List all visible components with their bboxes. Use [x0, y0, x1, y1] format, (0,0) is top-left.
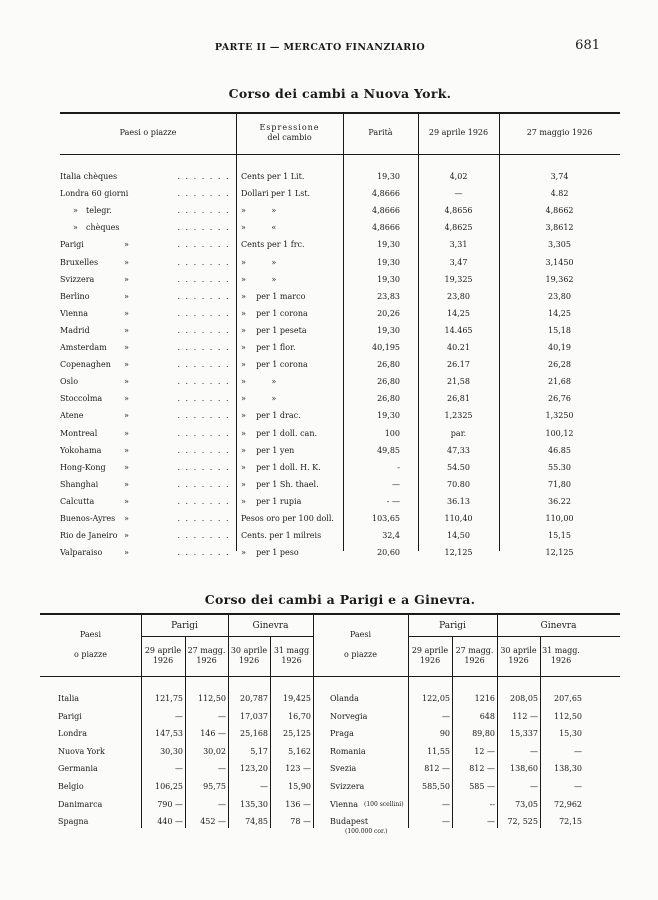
row-parita: 4,8666 — [372, 223, 400, 233]
row-expression: Pesos oro per 100 doll. — [241, 514, 334, 523]
row-expression: » » — [241, 274, 277, 284]
left-row-parigi-mag: 146 — — [200, 729, 226, 739]
left-row-place: Belgio — [58, 782, 84, 791]
row-place: » — [73, 206, 78, 216]
right-row-ginevra-mag: 138,30 — [554, 764, 582, 774]
row-27-maggio: 3,74 — [550, 172, 569, 181]
left-row-ginevra-apr: 17,037 — [240, 711, 268, 721]
row-leader-dots: . . . . . . . — [177, 308, 230, 318]
table1-col-divider-1 — [236, 113, 237, 551]
row-expression: » per 1 yen — [241, 445, 295, 455]
table2-header-rule — [40, 676, 620, 677]
right-row-place: Svizzera — [330, 782, 365, 791]
right-row-ginevra-mag: 72,962 — [554, 799, 582, 809]
row-place: Vienna — [60, 308, 89, 318]
row-place: Hong-Kong — [60, 462, 106, 472]
row-27-maggio: 71,80 — [548, 479, 571, 489]
table2-header-paesi-right: Paesi — [349, 630, 372, 639]
table1-header-parita: Parità — [368, 128, 393, 137]
row-27-maggio: 55.30 — [548, 462, 571, 472]
row-parita: 103,65 — [372, 514, 400, 523]
row-27-maggio: 1,3250 — [545, 411, 574, 421]
row-27-maggio: 4,8662 — [545, 206, 574, 216]
right-row-place: Norvegia — [330, 711, 368, 721]
date-line: 30 aprile — [230, 646, 268, 655]
row-leader-dots: . . . . . . . — [177, 274, 230, 284]
row-leader-dots: . . . . . . . — [177, 428, 230, 438]
row-leader-dots: . . . . . . . — [177, 223, 230, 233]
row-parita: 19,30 — [377, 274, 400, 284]
table2-date-2 — [185, 646, 228, 666]
row-expression: » per 1 rupia — [241, 496, 302, 506]
left-row-parigi-apr: 121,75 — [155, 694, 183, 703]
left-row-ginevra-apr: 135,30 — [240, 799, 268, 809]
row-place: Rio de Janeiro — [60, 531, 118, 541]
row-parita: 32,4 — [382, 531, 400, 541]
row-place: Amsterdam — [60, 343, 107, 352]
table1-header-29-aprile: 29 aprile 1926 — [428, 128, 489, 137]
right-row-parigi-apr: 122,05 — [422, 694, 450, 703]
row-parita: 19,30 — [377, 172, 400, 181]
right-row-ginevra-apr: 73,05 — [515, 799, 538, 809]
right-row-parigi-apr: — — [442, 711, 450, 721]
date-year: 1926 — [238, 656, 260, 665]
row-29-aprile: 26.17 — [447, 360, 470, 370]
table1-header-espressione: Espressione — [259, 123, 320, 132]
row-place: » — [73, 223, 78, 233]
right-row-parigi-apr: 11,55 — [427, 746, 450, 756]
row-leader-dots: . . . . . . . — [177, 291, 230, 301]
left-row-place: Parigi — [58, 711, 82, 721]
row-27-maggio: 12,125 — [545, 548, 574, 558]
table2-header-ginevra-right: Ginevra — [540, 621, 577, 631]
left-row-place: Spagna — [58, 817, 89, 827]
row-place: Shanghai — [60, 479, 99, 489]
row-place: Buenos-Ayres — [60, 514, 116, 523]
left-row-ginevra-mag: 5,162 — [288, 746, 311, 756]
row-expression: » per 1 peseta — [241, 325, 307, 335]
row-place-ditto: » — [124, 308, 129, 318]
row-expression: » « — [241, 223, 277, 233]
row-parita: 23,83 — [377, 291, 400, 301]
table2-header-paesi-left: Paesi — [79, 630, 102, 639]
row-expression: » » — [241, 206, 277, 216]
row-29-aprile: 1,2325 — [444, 411, 473, 421]
table2-header-ginevra-left: Ginevra — [252, 621, 289, 631]
right-row-ginevra-mag: 15,30 — [559, 729, 582, 739]
row-parita: 4,8666 — [372, 206, 400, 216]
table1-top-rule — [60, 112, 620, 114]
left-row-parigi-mag: — — [218, 799, 226, 809]
row-parita: - — [397, 462, 400, 472]
row-place-ditto: » — [124, 257, 129, 267]
row-expression: » per 1 corona — [241, 308, 308, 318]
row-place: Oslo — [60, 377, 79, 387]
date-line: 30 aprile — [500, 646, 537, 655]
row-27-maggio: 3,1450 — [545, 257, 574, 267]
row-29-aprile: 4,8656 — [444, 206, 473, 216]
row-place-ditto: » — [124, 360, 129, 370]
table2-date-1 — [141, 646, 185, 666]
row-29-aprile: 14.465 — [444, 325, 473, 335]
row-leader-dots: . . . . . . . — [177, 411, 230, 421]
right-row-note: (100.000 cor.) — [345, 828, 388, 836]
date-year: 1926 — [419, 656, 441, 665]
row-expression: » » — [241, 377, 277, 387]
left-row-ginevra-mag: 15,90 — [288, 782, 311, 791]
row-leader-dots: . . . . . . . — [177, 343, 230, 352]
right-row-place: Romania — [330, 746, 366, 756]
right-row-ginevra-mag: — — [574, 746, 582, 756]
table2-date-3 — [228, 646, 270, 666]
row-place-ditto: » — [124, 548, 129, 558]
row-27-maggio: 15,18 — [548, 325, 571, 335]
right-row-place: Budapest — [330, 817, 369, 827]
row-place-ditto: » — [124, 291, 129, 301]
row-place: Madrid — [60, 325, 90, 335]
row-leader-dots: . . . . . . . — [177, 257, 230, 267]
date-line: 27 magg. — [455, 646, 494, 655]
left-row-parigi-mag: — — [218, 711, 226, 721]
left-row-ginevra-mag: 78 — — [290, 817, 311, 827]
row-expression: » per 1 peso — [241, 548, 299, 558]
row-place: Stoccolma — [60, 394, 103, 404]
row-expression: » per 1 doll. can. — [241, 428, 318, 438]
row-29-aprile: 4,02 — [449, 172, 468, 181]
left-row-ginevra-mag: 19,425 — [283, 694, 311, 703]
row-place-ditto: » — [124, 240, 129, 250]
row-leader-dots: . . . . . . . — [177, 240, 230, 250]
row-place-ditto: » — [124, 377, 129, 387]
row-place: Berlino — [60, 291, 90, 301]
row-expression: Cents per 1 frc. — [241, 240, 305, 250]
left-row-ginevra-mag: 25,125 — [283, 729, 311, 739]
row-leader-dots: . . . . . . . — [177, 206, 230, 216]
row-place: Valparaiso — [60, 548, 103, 558]
row-place-ditto: » — [124, 411, 129, 421]
row-place: Yokohama — [60, 445, 102, 455]
right-row-parigi-apr: — — [442, 817, 450, 827]
table2-parigi-subrule-right — [408, 636, 620, 637]
right-row-parigi-mag: 89,80 — [472, 729, 495, 739]
table1-header-rule — [60, 154, 620, 155]
left-row-parigi-apr: — — [175, 711, 183, 721]
row-parita: 19,30 — [377, 325, 400, 335]
left-row-place: Germania — [58, 764, 98, 774]
row-27-maggio: 23,80 — [548, 291, 571, 301]
table2-header-piazze-left: o piazze — [74, 650, 107, 659]
table2-header-parigi-right: Parigi — [439, 621, 466, 631]
row-29-aprile: — — [454, 189, 463, 199]
row-place: Bruxelles — [60, 257, 99, 267]
row-29-aprile: 47,33 — [447, 445, 470, 455]
left-row-ginevra-apr: 20,787 — [240, 694, 268, 703]
right-row-ginevra-apr: — — [530, 782, 538, 791]
row-27-maggio: 3,305 — [548, 240, 571, 250]
row-place-sub: telegr. — [86, 206, 112, 216]
right-row-place: Vienna — [330, 799, 359, 809]
right-row-ginevra-mag: 72,15 — [559, 817, 582, 827]
right-row-ginevra-apr: — — [530, 746, 538, 756]
right-row-ginevra-apr: 15,337 — [510, 729, 538, 739]
row-expression: » per 1 drac. — [241, 411, 301, 421]
table2-date-5 — [408, 646, 452, 666]
left-row-parigi-apr: 790 — — [157, 799, 183, 809]
row-parita: 100 — [384, 428, 400, 438]
right-row-place: Svezia — [330, 764, 357, 774]
row-leader-dots: . . . . . . . — [177, 189, 230, 199]
row-29-aprile: 54.50 — [447, 462, 470, 472]
left-row-parigi-apr: 147,53 — [155, 729, 183, 739]
right-row-parigi-mag: 812 — — [469, 764, 495, 774]
row-leader-dots: . . . . . . . — [177, 462, 230, 472]
right-row-parigi-apr: 585,50 — [422, 782, 450, 791]
right-row-parigi-mag: — — [487, 817, 495, 827]
row-29-aprile: 14,50 — [447, 531, 470, 541]
table2-top-rule — [40, 613, 620, 615]
left-row-ginevra-mag: 123 — — [285, 764, 311, 774]
left-row-ginevra-apr: 5,17 — [250, 746, 268, 756]
row-29-aprile: 26,81 — [447, 394, 470, 404]
table1-header-paesi: Paesi o piazze — [119, 128, 177, 137]
row-place: Londra 60 giorni — [60, 189, 129, 199]
right-row-note: (100 scellini) — [364, 800, 404, 808]
left-row-place: Italia — [58, 694, 80, 703]
date-year: 1926 — [508, 656, 529, 665]
row-parita: — — [392, 479, 400, 489]
row-place-ditto: » — [124, 428, 129, 438]
row-leader-dots: . . . . . . . — [177, 531, 230, 541]
row-27-maggio: 110,00 — [545, 514, 574, 523]
row-expression: » per 1 corona — [241, 360, 308, 370]
left-row-parigi-mag: 30,02 — [203, 746, 226, 756]
row-parita: 20,60 — [377, 548, 400, 558]
row-place-ditto: » — [124, 514, 129, 523]
right-row-ginevra-apr: 72, 525 — [507, 817, 538, 827]
table2-date-7 — [497, 646, 540, 666]
right-row-place: Olanda — [330, 694, 359, 703]
date-line: 31 magg — [273, 646, 310, 655]
row-leader-dots: . . . . . . . — [177, 394, 230, 404]
row-29-aprile: 4,8625 — [444, 223, 473, 233]
left-row-ginevra-mag: 16,70 — [288, 711, 311, 721]
date-year: 1926 — [464, 656, 485, 665]
table2-date-6 — [452, 646, 497, 666]
row-29-aprile: 14,25 — [447, 308, 470, 318]
left-row-place: Londra — [58, 729, 87, 739]
right-row-ginevra-mag: 112,50 — [554, 711, 582, 721]
date-year: 1926 — [550, 656, 572, 665]
row-27-maggio: 3,8612 — [545, 223, 574, 233]
right-row-parigi-mag: -- — [489, 799, 495, 809]
row-27-maggio: 46.85 — [548, 445, 571, 455]
right-row-ginevra-apr: 138,60 — [510, 764, 538, 774]
row-parita: 49,85 — [377, 445, 400, 455]
right-row-parigi-mag: 1216 — [474, 694, 495, 703]
right-row-parigi-apr: 90 — [439, 729, 450, 739]
row-27-maggio: 100,12 — [545, 428, 574, 438]
row-place-ditto: » — [124, 496, 129, 506]
table2-title: Corso dei cambi a Parigi e a Ginevra. — [204, 592, 476, 607]
left-row-ginevra-mag: 136 — — [285, 799, 311, 809]
left-row-place: Nuova York — [58, 746, 105, 756]
row-29-aprile: par. — [450, 428, 467, 438]
right-row-place: Praga — [330, 729, 354, 739]
row-place-ditto: » — [124, 325, 129, 335]
row-expression: » per 1 doll. H. K. — [241, 462, 321, 472]
row-29-aprile: 40.21 — [447, 343, 470, 352]
row-expression: » per 1 flor. — [241, 343, 296, 352]
row-27-maggio: 21,68 — [548, 377, 571, 387]
table1-header-27-maggio: 27 maggio 1926 — [526, 128, 593, 137]
row-29-aprile: 21,58 — [447, 377, 470, 387]
row-place-ditto: » — [124, 394, 129, 404]
table2-header-parigi-left: Parigi — [171, 621, 198, 631]
row-place-ditto: » — [124, 531, 129, 541]
row-leader-dots: . . . . . . . — [177, 548, 230, 558]
table2-header-piazze-right: o piazze — [344, 650, 377, 659]
left-row-ginevra-apr: 123,20 — [240, 764, 268, 774]
date-line: 31 magg. — [542, 646, 580, 655]
row-place: Copenaghen — [60, 360, 111, 370]
row-parita: 26,80 — [377, 360, 400, 370]
row-leader-dots: . . . . . . . — [177, 172, 230, 181]
right-row-ginevra-mag: 207,65 — [554, 694, 582, 703]
row-place: Calcutta — [60, 496, 95, 506]
date-line: 27 magg. — [187, 646, 226, 655]
right-row-parigi-apr: — — [442, 799, 450, 809]
row-27-maggio: 26,28 — [548, 360, 571, 370]
row-29-aprile: 12,125 — [444, 548, 473, 558]
row-27-maggio: 26,76 — [548, 394, 571, 404]
table1-title: Corso dei cambi a Nuova York. — [228, 86, 452, 101]
row-expression: » » — [241, 257, 277, 267]
row-parita: 26,80 — [377, 394, 400, 404]
right-row-ginevra-mag: — — [574, 782, 582, 791]
row-parita: 19,30 — [377, 240, 400, 250]
row-expression: » » — [241, 394, 277, 404]
left-row-parigi-apr: 106,25 — [155, 782, 183, 791]
row-29-aprile: 36.13 — [447, 496, 470, 506]
left-row-ginevra-apr: 74,85 — [245, 817, 268, 827]
left-row-parigi-mag: — — [218, 764, 226, 774]
page-number: 681 — [575, 38, 600, 53]
row-place: Atene — [60, 411, 84, 421]
row-place: Parigi — [60, 240, 84, 250]
row-expression: » per 1 Sh. thael. — [241, 479, 319, 489]
table2-date-4 — [270, 646, 313, 666]
row-place: Svizzera — [60, 274, 95, 284]
row-27-maggio: 19,362 — [545, 274, 574, 284]
left-row-parigi-mag: 112,50 — [198, 694, 226, 703]
date-year: 1926 — [152, 656, 174, 665]
right-row-parigi-mag: 12 — — [474, 746, 495, 756]
left-row-ginevra-apr: — — [260, 782, 268, 791]
row-expression: Cents per 1 Lit. — [241, 172, 305, 181]
left-row-parigi-apr: 440 — — [157, 817, 183, 827]
right-row-ginevra-apr: 208,05 — [510, 694, 538, 703]
row-leader-dots: . . . . . . . — [177, 360, 230, 370]
row-parita: - — — [386, 496, 400, 506]
right-row-ginevra-apr: 112 — — [512, 711, 538, 721]
row-27-maggio: 36.22 — [548, 496, 571, 506]
row-expression: » per 1 marco — [241, 291, 306, 301]
row-leader-dots: . . . . . . . — [177, 445, 230, 455]
row-leader-dots: . . . . . . . — [177, 325, 230, 335]
row-leader-dots: . . . . . . . — [177, 514, 230, 523]
row-29-aprile: 23,80 — [447, 291, 470, 301]
table2-date-8 — [540, 646, 582, 666]
date-line: 29 aprile — [411, 646, 449, 655]
row-29-aprile: 70.80 — [447, 479, 470, 489]
row-29-aprile: 19,325 — [444, 274, 473, 284]
date-year: 1926 — [196, 656, 217, 665]
left-row-ginevra-apr: 25,168 — [240, 729, 268, 739]
running-header: PARTE II — MERCATO FINANZIARIO — [214, 42, 426, 53]
row-parita: 19,30 — [377, 411, 400, 421]
row-leader-dots: . . . . . . . — [177, 496, 230, 506]
table1-header-del-cambio: del cambio — [267, 133, 312, 142]
row-parita: 4,8666 — [372, 189, 400, 199]
date-line: 29 aprile — [144, 646, 182, 655]
row-place-ditto: » — [124, 479, 129, 489]
row-29-aprile: 3,47 — [449, 257, 468, 267]
row-parita: 40,195 — [372, 343, 400, 352]
row-29-aprile: 3,31 — [449, 240, 468, 250]
row-27-maggio: 14,25 — [548, 308, 571, 318]
row-29-aprile: 110,40 — [444, 514, 473, 523]
right-row-parigi-mag: 648 — [479, 711, 495, 721]
row-expression: Cents. per 1 milreis — [241, 531, 322, 541]
row-27-maggio: 40,19 — [548, 343, 571, 352]
row-place-ditto: » — [124, 462, 129, 472]
row-place: Italia chèques — [60, 172, 118, 181]
left-row-parigi-apr: — — [175, 764, 183, 774]
left-row-place: Danimarca — [58, 799, 103, 809]
row-place-ditto: » — [124, 343, 129, 352]
row-place: Montreal — [60, 428, 98, 438]
row-leader-dots: . . . . . . . — [177, 377, 230, 387]
row-place-sub: chèques — [86, 223, 120, 233]
row-27-maggio: 4.82 — [550, 189, 569, 199]
left-row-parigi-mag: 95,75 — [203, 782, 226, 791]
table2-divider-e — [313, 614, 314, 828]
date-year: 1926 — [281, 656, 302, 665]
row-place-ditto: » — [124, 274, 129, 284]
right-row-parigi-mag: 585 — — [469, 782, 495, 791]
row-parita: 19,30 — [377, 257, 400, 267]
row-parita: 20,26 — [377, 308, 400, 318]
row-expression: Dollari per 1 Lst. — [241, 189, 311, 199]
row-parita: 26,80 — [377, 377, 400, 387]
row-leader-dots: . . . . . . . — [177, 479, 230, 489]
left-row-parigi-apr: 30,30 — [160, 746, 183, 756]
row-27-maggio: 15,15 — [548, 531, 571, 541]
table2-parigi-subrule-left — [141, 636, 313, 637]
right-row-parigi-apr: 812 — — [424, 764, 450, 774]
row-place-ditto: » — [124, 445, 129, 455]
left-row-parigi-mag: 452 — — [200, 817, 226, 827]
